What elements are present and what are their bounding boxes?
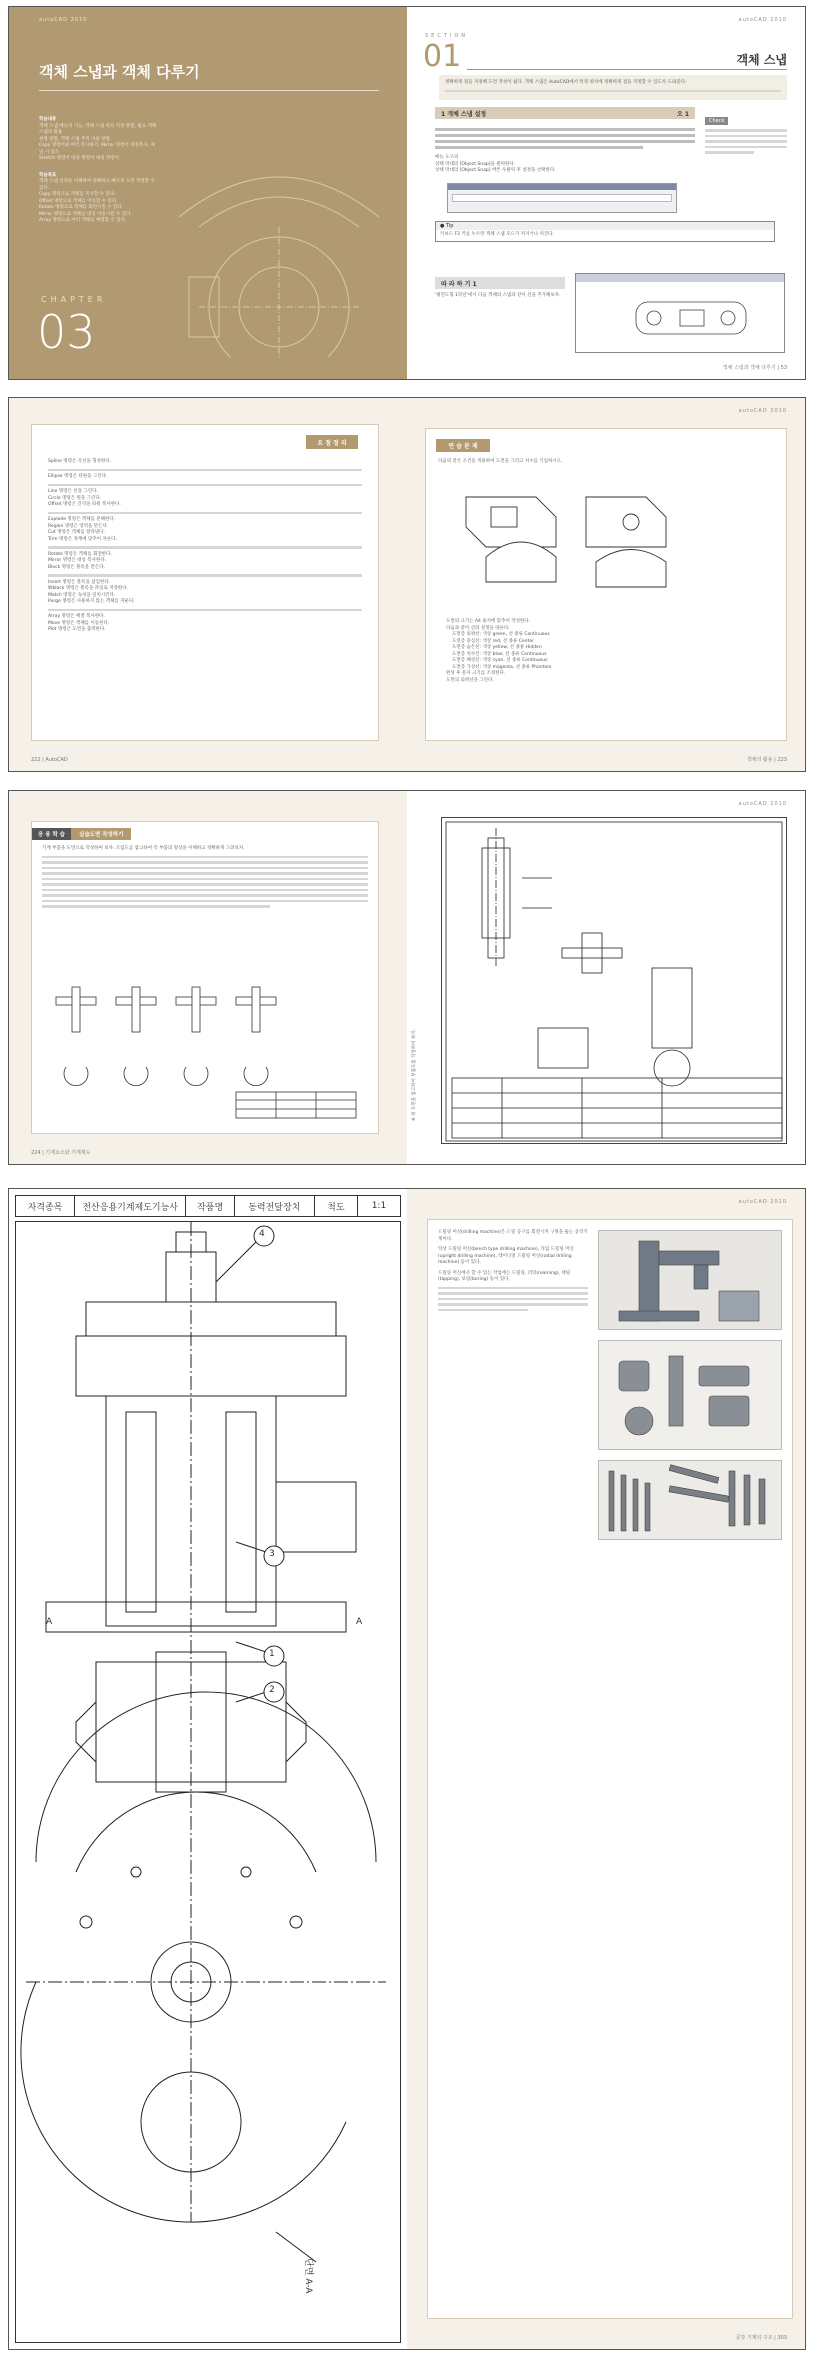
page-footer: 객체 스냅과 객체 다루기 | 53 xyxy=(722,365,787,371)
balloon-number: 2 xyxy=(269,1685,275,1695)
dialog-screenshot xyxy=(447,183,677,213)
body-column xyxy=(435,125,695,175)
exercise-label: 응 용 학 습 xyxy=(32,828,71,840)
photo-drilling-machine xyxy=(598,1230,782,1330)
section-label: 단면 A-A xyxy=(303,2258,313,2294)
photo-tool-holders xyxy=(598,1340,782,1450)
summary-item: Rotate 명령은 객체를 회전한다. xyxy=(48,551,112,557)
condition-item: 도면층 치수선: 색상 blue, 선 종류 Continuous xyxy=(452,651,547,657)
technical-drawing-page xyxy=(407,791,806,1164)
bullet-item: 상태 막대의 [Object Snap] 버튼 우클릭 후 설정을 선택한다. xyxy=(435,168,556,173)
practice-page xyxy=(407,398,806,771)
applied-exercise-page xyxy=(9,791,407,1164)
intro-box xyxy=(439,75,787,100)
brand-header: autoCAD 2010 xyxy=(738,1199,787,1205)
assembly-parts-figure xyxy=(46,982,366,1122)
assembly-drawing-page xyxy=(9,1189,407,2349)
balloon-number: 4 xyxy=(259,1229,265,1239)
tip-label: ● Tip xyxy=(436,222,774,230)
learning-goal-item: Stretch 명령어 대칭 명령어 대칭 명령어 xyxy=(39,156,119,161)
summary-item: Offset 명령은 간격을 띄워 복사한다. xyxy=(48,502,121,507)
summary-item: Circle 명령은 원을 그린다. xyxy=(48,495,102,501)
background-drawing-illustration xyxy=(159,157,399,357)
title-rule xyxy=(467,69,787,70)
brand-header: autoCAD 2010 xyxy=(738,17,787,23)
summary-item: Line 명령은 선을 그린다. xyxy=(48,489,98,494)
exercise-header xyxy=(32,828,131,840)
summary-list xyxy=(48,459,362,634)
machine-photo xyxy=(599,1231,779,1329)
section-mark-a: A xyxy=(356,1617,363,1627)
goals-heading: 학습목표 xyxy=(39,172,57,178)
paragraph-text: 기계 부품을 도면으로 작성하여 보자. 조립도를 참고하여 각 부품의 형상을 이해하고 정확하게 그려보자. xyxy=(42,846,245,851)
machine-tools-page xyxy=(407,1189,806,2349)
chapter-opener-page xyxy=(9,7,407,379)
power-transmission-assembly xyxy=(16,1222,400,2342)
goal-item: Array 명령으로 여러 객체를 배열할 수 있다. xyxy=(39,218,127,223)
condition-item: 도면층 외곽선: 색상 green, 선 종류 Continuous xyxy=(452,632,550,637)
summary-item: Region 명령은 영역을 만든다. xyxy=(48,523,109,529)
condition-item: 도면층 해칭선: 색상 cyan, 선 종류 Continuous xyxy=(452,658,548,663)
section-page xyxy=(407,7,806,379)
exercise-header xyxy=(435,277,565,289)
summary-tab xyxy=(306,435,358,449)
condition-item: 도면층 숨은선: 색상 yellow, 선 종류 Hidden xyxy=(452,645,542,650)
brand-header: autoCAD 2010 xyxy=(39,17,88,23)
summary-item: Plot 명령은 도면을 출력한다. xyxy=(48,627,106,632)
subsection-header xyxy=(435,107,695,119)
title-cell: 1:1 xyxy=(371,1201,387,1211)
practice-box xyxy=(425,428,787,741)
title-cell: 자격종목 xyxy=(16,1196,75,1216)
chapter-title: 객체 스냅과 객체 다루기 xyxy=(39,61,379,91)
summary-item: Purge 명령은 사용하지 않는 객체를 지운다. xyxy=(48,599,135,604)
goal-item: Rotate 명령으로 객체를 회전시킬 수 있다. xyxy=(39,205,124,210)
condition-item: 도면층 중심선: 색상 red, 선 종류 Center xyxy=(452,638,534,644)
summary-item: Spline 명령은 곡선을 형성한다. xyxy=(48,459,112,464)
vertical-caption: ※ 위 도면을 참고하여 부품도를 작성하여 보자. xyxy=(412,1028,417,1121)
text-column xyxy=(438,1230,588,1314)
text-block: 탁상 드릴링 머신(bench type drilling machine), 직립 드릴링 머신(upright drilling machine), 레이디얼 드릴링 머신(radial drilling machine) 등이 있다. xyxy=(438,1247,574,1265)
practice-tab xyxy=(436,439,490,452)
summary-item: Explode 명령은 객체를 분해한다. xyxy=(48,517,116,522)
summary-label: 요 점 정 리 xyxy=(317,439,347,447)
section-number: 01 xyxy=(423,39,462,74)
tip-text: 키보드 F3 키를 누르면 객체 스냅 모드가 켜지거나 꺼진다. xyxy=(440,232,554,237)
exercise-title: 실습도면 작성하기 xyxy=(71,828,131,840)
sidebar-note xyxy=(705,107,787,157)
chapter-number: 03 xyxy=(37,305,96,359)
summary-item: Match 명령은 속성을 일치시킨다. xyxy=(48,592,116,598)
shaft-drawing xyxy=(442,818,786,1145)
brand-header: autoCAD 2010 xyxy=(738,801,787,807)
practice-part-drawing xyxy=(446,477,696,597)
summary-item: Cut 명령은 객체를 잘라낸다. xyxy=(48,530,105,535)
subsection-page: 오 1 xyxy=(676,110,689,118)
title-cell: 척도 xyxy=(315,1196,358,1216)
learning-goal-item: Copy 명령어와 여러 복사하기, Mirror 명령어 대칭복사, 제일 시 참조 xyxy=(39,143,155,155)
balloon-number: 1 xyxy=(269,1649,275,1659)
shaft-drawing-sheet xyxy=(441,817,787,1144)
text-block: 드릴링 머신(drilling machine)은 드릴 공구를 회전시켜 구멍을 뚫는 공작기계이다. xyxy=(438,1230,588,1242)
exercise-label: 따 라 하 기 1 xyxy=(441,280,477,288)
summary-box xyxy=(31,424,379,741)
title-cell: 동력전달장치 xyxy=(235,1196,315,1216)
section-mark-a: A xyxy=(46,1617,53,1627)
spread-2 xyxy=(8,397,806,772)
cad-screenshot xyxy=(575,273,785,353)
summary-item: Insert 명령은 블록을 삽입한다. xyxy=(48,579,111,585)
section-label: SECTION xyxy=(425,33,469,39)
summary-item: Array 명령은 배열 복사한다. xyxy=(48,614,105,619)
tools-photo xyxy=(599,1341,779,1449)
exercise-text: '평면도형 1학년'에서 다음 객체의 스냅과 같이 선을 추가해보자. xyxy=(435,293,561,298)
page-footer: 222 | AutoCAD xyxy=(31,757,68,763)
summary-item: Block 명령은 블록을 만든다. xyxy=(48,564,106,570)
exercise-paragraph xyxy=(42,846,368,911)
subsection-title: 1 개체 스냅 설정 xyxy=(441,110,487,118)
condition-item: 도면층 가상선: 색상 magenta, 선 종류 Phantom xyxy=(452,664,552,670)
drawing-frame xyxy=(15,1221,401,2343)
page-footer: 객체의 활용 | 223 xyxy=(746,757,787,763)
condition-item: 도면의 외곽선을 그린다. xyxy=(446,677,494,683)
learning-goals xyxy=(39,117,159,225)
content-box xyxy=(427,1219,793,2319)
exercise-box xyxy=(31,821,379,1134)
goal-item: 객체 스냅 설정을 이해하여 정확하고 빠르게 도면 작성할 수 있다. xyxy=(39,179,155,191)
spread-4 xyxy=(8,1188,806,2350)
goal-item: Offset 명령으로 객체를 이동할 수 있다. xyxy=(39,198,118,204)
goal-item: Copy 명령으로 객체를 복사할 수 있다. xyxy=(39,192,116,197)
summary-item: Trim 명령은 경계에 맞추어 자른다. xyxy=(48,536,117,542)
title-cell: 전산응용기계제도기능사 xyxy=(75,1196,187,1216)
summary-item: Mirror 명령은 대칭 복사한다. xyxy=(48,558,107,563)
tip-box xyxy=(435,221,775,242)
practice-label: 연 습 문 제 xyxy=(448,443,478,450)
intro-text: 정확하게 점을 지정해 도면 작성이 쉽다. 객체 스냅은 AutoCAD에서 특정 위치에 정확하게 점을 지정할 수 있도록 도와준다. xyxy=(445,80,687,85)
spread-1 xyxy=(8,6,806,380)
summary-item: Move 명령은 객체를 이동한다. xyxy=(48,620,110,626)
learning-goals-heading: 학습내용 xyxy=(39,117,57,122)
conditions-list xyxy=(446,619,756,684)
learning-goal-item: 객체 스냅 메뉴의 기능, 객체 스냅 위치 지정 방법, 필요 객체 스냅의 활용 xyxy=(39,123,157,135)
practice-text: 다음의 같은 조건을 적용하여 도면을 그리고 치수를 기입하시오. xyxy=(438,459,563,464)
page-footer: 224 | 기계요소와 기계제도 xyxy=(31,1150,91,1156)
summary-item: Wblock 명령은 블록을 파일로 저장한다. xyxy=(48,586,129,591)
brand-header: autoCAD 2010 xyxy=(738,408,787,414)
title-block xyxy=(15,1195,401,1217)
balloon-number: 3 xyxy=(269,1549,275,1559)
title-cell: 작품명 xyxy=(186,1196,234,1216)
learning-goal-item: 설정 방법, 객체 스냅 추적 이용 방법 xyxy=(39,136,110,142)
goal-item: Mirror 명령으로 객체를 대칭 이동시킬 수 있다. xyxy=(39,211,132,217)
drill-bits-photo xyxy=(599,1461,779,1539)
photo-drill-bits xyxy=(598,1460,782,1540)
summary-page xyxy=(9,398,407,771)
spread-3 xyxy=(8,790,806,1165)
note-label: Check xyxy=(705,117,728,125)
condition-item: 다음과 같이 선의 설정을 따른다. xyxy=(446,625,510,631)
section-title: 객체 스냅 xyxy=(736,53,787,67)
bullet-item: 상태 막대의 [Object Snap]을 클릭한다. xyxy=(435,161,516,167)
page-footer: 공작 기계의 구조 | 303 xyxy=(735,2335,787,2341)
condition-item: 도면의 크기는 A4 용지에 맞추어 작성한다. xyxy=(446,619,531,624)
summary-item: Ellipse 명령은 타원을 그린다. xyxy=(48,474,108,479)
text-block: 드릴링 머신에서 할 수 있는 작업에는 드릴링, 리밍(reaming), 태핑(tapping), 보링(boring) 등이 있다. xyxy=(438,1270,571,1282)
cad-part-drawing xyxy=(576,282,784,352)
condition-item: 완성 후 문자 크기를 조정한다. xyxy=(446,671,506,676)
chapter-label: CHAPTER xyxy=(41,295,107,304)
bullet-item: 메뉴 도구의 xyxy=(435,155,459,160)
